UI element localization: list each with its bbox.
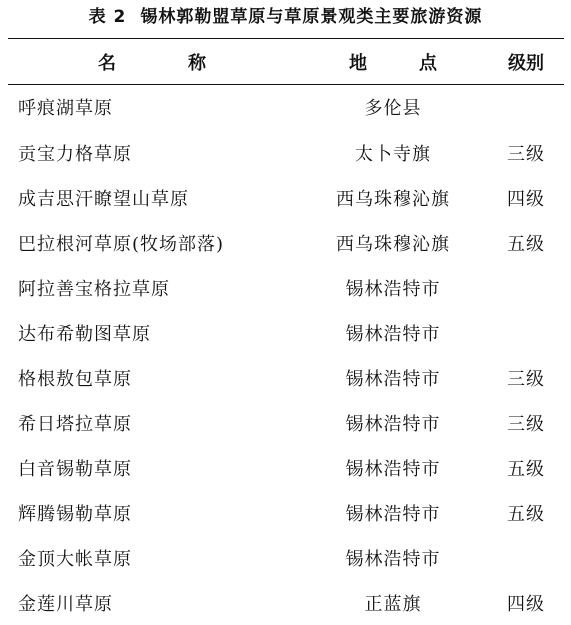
row-name: 希日塔拉草原 (18, 413, 132, 435)
row-place: 锡林浩特市 (345, 503, 441, 525)
table-row (8, 220, 564, 265)
top-rule (8, 38, 564, 39)
row-level: 三级 (507, 368, 545, 390)
row-name: 白音锡勒草原 (18, 458, 132, 480)
row-name: 阿拉善宝格拉草原 (18, 278, 170, 300)
row-name: 成吉思汗瞭望山草原 (18, 188, 189, 210)
table-row (8, 445, 564, 490)
row-place: 正蓝旗 (364, 593, 422, 615)
row-level: 四级 (507, 188, 545, 210)
table-row (8, 265, 564, 310)
row-level: 五级 (507, 233, 545, 255)
row-level (488, 535, 564, 580)
table-row (8, 355, 564, 400)
row-name: 金顶大帐草原 (18, 548, 132, 570)
table-row (8, 400, 564, 445)
row-level (488, 265, 564, 310)
table-number: 表 2 (88, 7, 127, 27)
row-name: 格根敖包草原 (18, 368, 132, 390)
row-level: 三级 (507, 413, 545, 435)
row-place: 西乌珠穆沁旗 (336, 188, 450, 210)
row-name: 辉腾锡勒草原 (18, 503, 132, 525)
header-name: 名 称 (98, 53, 208, 74)
row-place: 太卜寺旗 (355, 143, 431, 165)
table-row (8, 130, 564, 175)
row-place: 锡林浩特市 (345, 278, 441, 300)
row-name: 巴拉根河草原(牧场部落) (18, 233, 225, 255)
table-row (8, 310, 564, 355)
table-title: 锡林郭勒盟草原与草原景观类主要旅游资源 (140, 7, 483, 27)
row-level (488, 310, 564, 355)
row-level: 四级 (507, 593, 545, 615)
row-name: 贡宝力格草原 (18, 143, 132, 165)
row-name: 达布希勒图草原 (18, 323, 151, 345)
row-level: 三级 (507, 143, 545, 165)
row-level: 五级 (507, 458, 545, 480)
table-row (8, 84, 564, 130)
table-row (8, 580, 564, 625)
header-row (8, 40, 564, 84)
row-place: 锡林浩特市 (345, 548, 441, 570)
table-caption (0, 6, 571, 28)
row-level: 五级 (507, 503, 545, 525)
row-name: 呼痕湖草原 (18, 98, 113, 119)
row-place: 锡林浩特市 (345, 368, 441, 390)
row-place: 锡林浩特市 (345, 458, 441, 480)
row-level (488, 84, 564, 130)
table-row (8, 535, 564, 580)
row-place: 锡林浩特市 (345, 323, 441, 345)
table-row (8, 490, 564, 535)
table-row (8, 175, 564, 220)
row-place: 西乌珠穆沁旗 (336, 233, 450, 255)
row-name: 金莲川草原 (18, 593, 113, 615)
header-level: 级别 (508, 53, 544, 74)
row-place: 多伦县 (364, 98, 422, 119)
row-place: 锡林浩特市 (345, 413, 441, 435)
resources-table (8, 40, 564, 625)
header-place: 地 点 (349, 53, 437, 74)
